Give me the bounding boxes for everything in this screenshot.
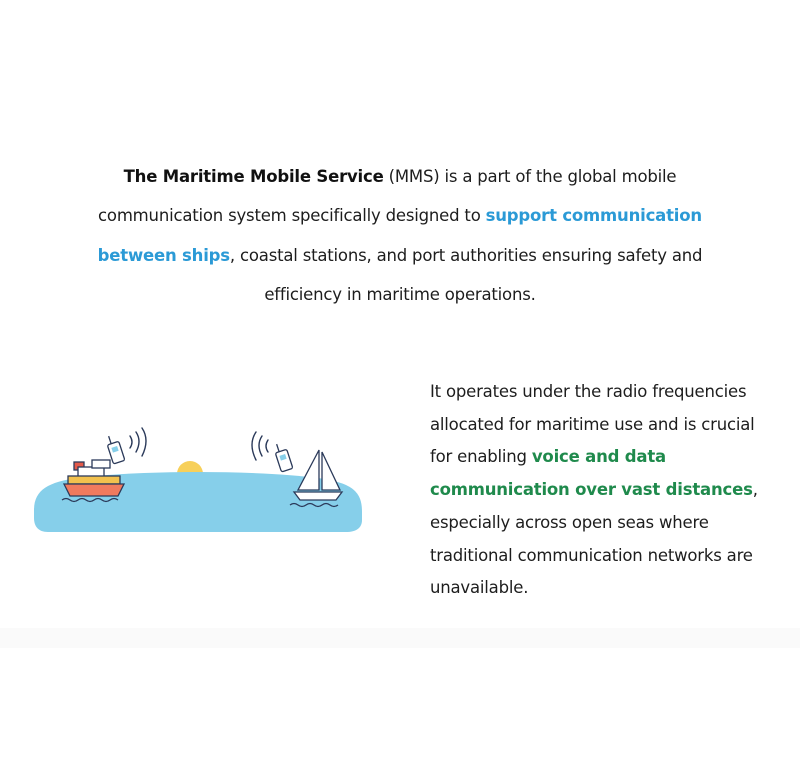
intro-highlight: support communication between ships <box>97 206 702 265</box>
detail-highlight: voice and data communication over vast distances <box>430 447 753 500</box>
intro-text-1: (MMS) is a part of the global mobile communication system specifically designed to <box>98 167 677 226</box>
detail-paragraph <box>430 376 780 605</box>
service-name: The Maritime Mobile Service <box>123 167 384 186</box>
detail-text-2: , especially across open seas where traditional communication networks are unavailable. <box>430 480 758 598</box>
detail-text-1: It operates under the radio frequencies allocated for maritime use and is crucial for enabling <box>430 382 755 467</box>
intro-text-2: , coastal stations, and port authorities ensuring safety and efficiency in maritime operations. <box>229 245 703 304</box>
footer-band <box>0 628 800 648</box>
maritime-illustration <box>28 420 368 540</box>
ferry-ship-icon <box>62 460 124 502</box>
intro-paragraph <box>60 157 740 314</box>
radio-waves-icon <box>130 428 268 460</box>
